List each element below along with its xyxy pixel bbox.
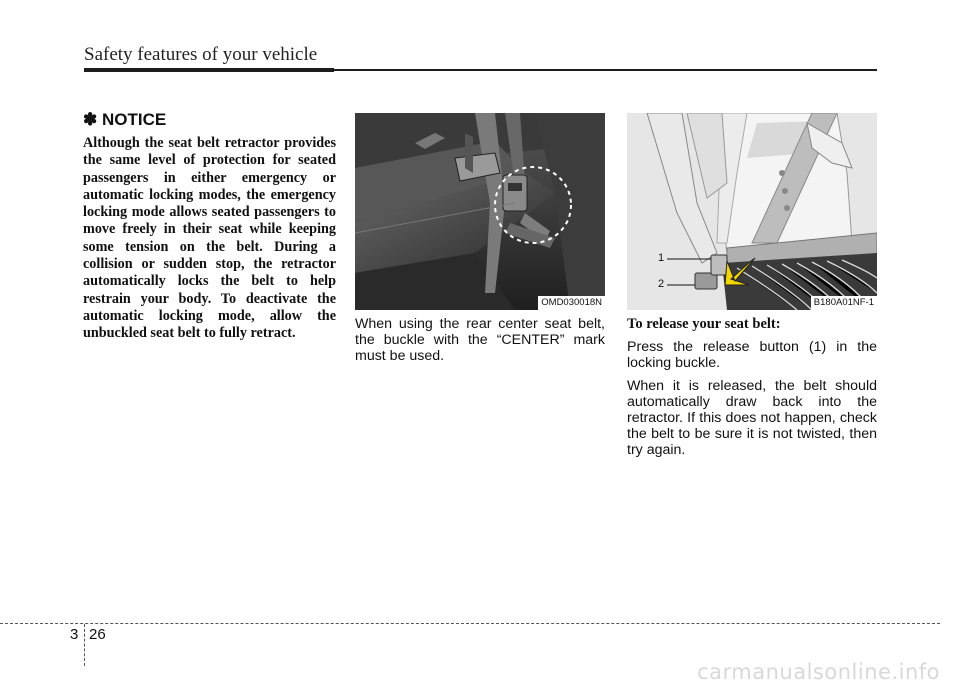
page-number: 26 (89, 626, 106, 643)
notice-body: Although the seat belt retractor provides the same level of protection for seated passengers in either emergency or automatic locking modes, the emergency locking mode allows seated passengers to move freely in their seat while keeping some tension on the belt. During a collision or sudden stop, the retractor automatically locks the belt to help restrain your body. To deactivate the automatic locking mode, allow the unbuckled seat belt to fully retract. (83, 135, 336, 342)
rear-seat-illustration (355, 113, 605, 310)
notice-heading (83, 110, 166, 130)
release-heading: To release your seat belt: (627, 316, 781, 332)
callout-2: 2 (658, 278, 665, 290)
chapter-number: 3 (70, 626, 79, 643)
center-belt-paragraph: When using the rear center seat belt, the buckle with the “CENTER” mark must be used. (355, 316, 605, 364)
notice-title: NOTICE (101, 110, 167, 129)
notice-star-icon: ✽ (83, 110, 98, 129)
page-header-title: Safety features of your vehicle (84, 44, 318, 65)
release-paragraph-2: When it is released, the belt should automatically draw back into the retractor. If this does not happen, check the belt to be sure it is not twisted, then try again. (627, 378, 877, 458)
release-buckle-illustration (627, 113, 877, 310)
release-buckle-figure (627, 113, 877, 310)
figure-code-label: B180A01NF-1 (811, 296, 877, 310)
watermark: carmanualsonline.info (697, 660, 940, 684)
header-rule-thin (334, 69, 877, 71)
figure-code-label: OMD030018N (538, 296, 605, 310)
footer-rule (0, 623, 940, 624)
header-rule (84, 68, 877, 72)
header-rule-thick (84, 68, 334, 72)
release-section (627, 316, 877, 465)
callout-1: 1 (658, 252, 665, 264)
release-paragraph-1: Press the release button (1) in the locking buckle. (627, 339, 877, 371)
footer-vertical-rule (84, 624, 85, 666)
rear-center-seat-belt-figure (355, 113, 605, 310)
